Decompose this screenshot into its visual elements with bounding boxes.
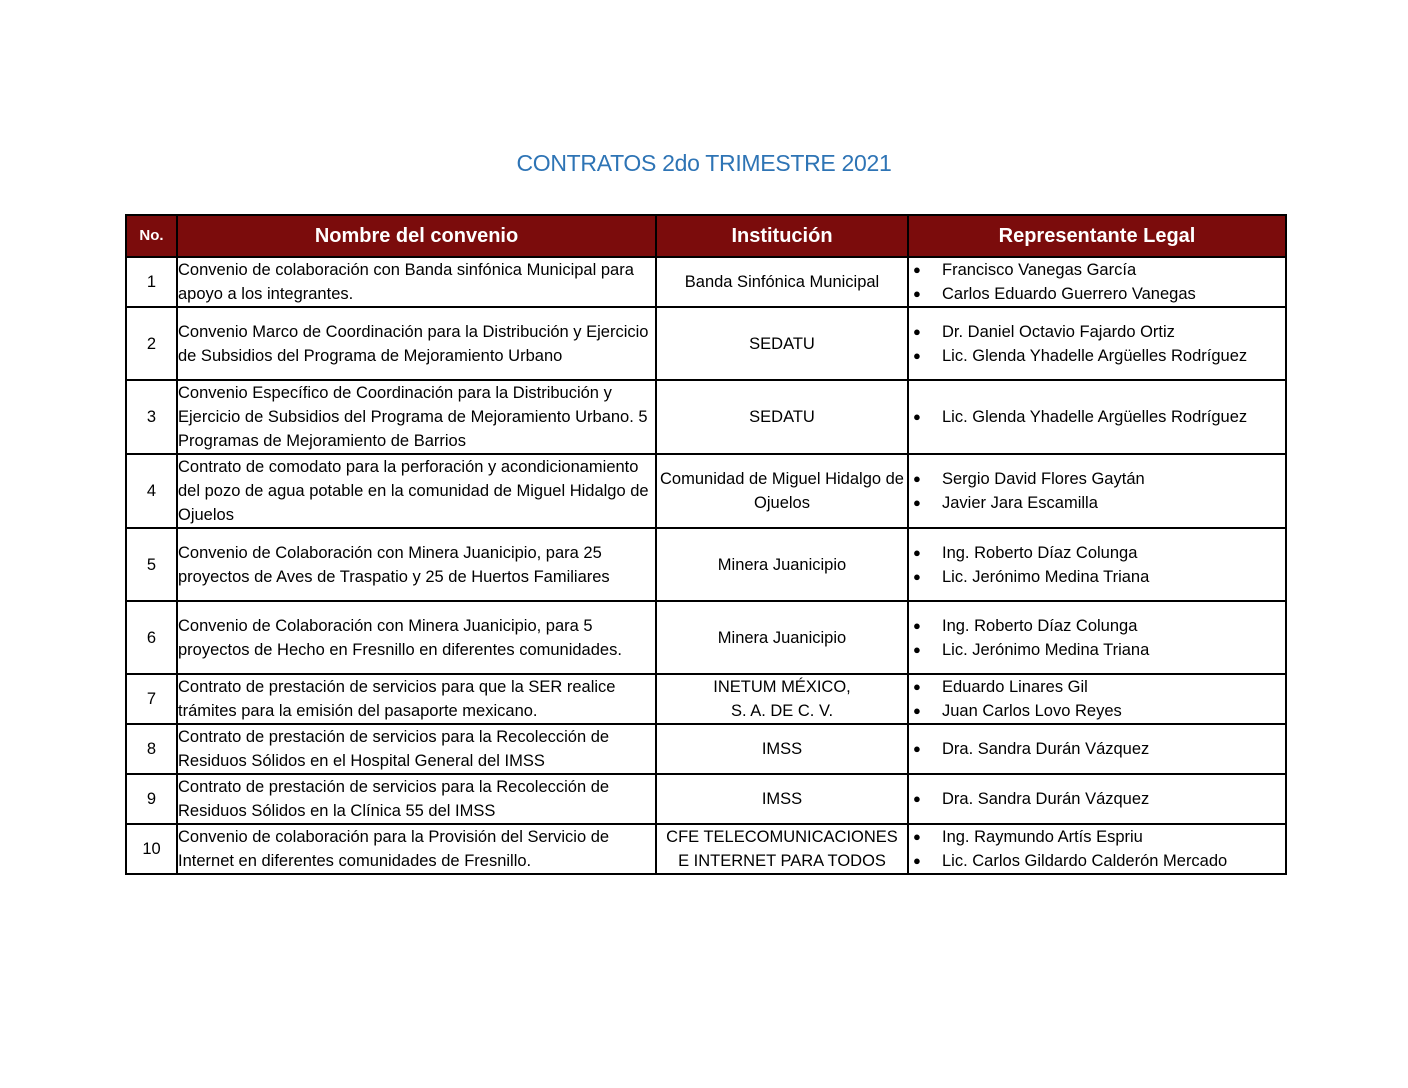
institution	[656, 824, 908, 874]
representative-item: ● Dra. Sandra Durán Vázquez	[909, 787, 1285, 811]
row-number: 10	[126, 824, 177, 874]
row-number: 8	[126, 724, 177, 774]
contracts-table	[125, 214, 1287, 875]
row-number: 2	[126, 307, 177, 380]
table-row	[126, 601, 1286, 674]
representative-item: ● Lic. Glenda Yhadelle Argüelles Rodríguez	[909, 344, 1285, 368]
representative-item: ● Eduardo Linares Gil	[909, 675, 1285, 699]
agreement-name: Convenio Marco de Coordinación para la Distribución y Ejercicio de Subsidios del Programa de Mejoramiento Urbano	[177, 307, 656, 380]
bullet-icon: ●	[913, 347, 921, 363]
institution-line: E INTERNET PARA TODOS	[678, 852, 886, 870]
table-row	[126, 824, 1286, 874]
row-number: 6	[126, 601, 177, 674]
table-row	[126, 307, 1286, 380]
representatives	[908, 601, 1286, 674]
institution: Banda Sinfónica Municipal	[656, 257, 908, 307]
row-number: 5	[126, 528, 177, 601]
representative-item: ● Dra. Sandra Durán Vázquez	[909, 737, 1285, 761]
representatives	[908, 724, 1286, 774]
representative-item: ● Sergio David Flores Gaytán	[909, 467, 1285, 491]
bullet-icon: ●	[913, 741, 921, 756]
table-header-row	[126, 215, 1286, 257]
representative-item: ● Ing. Raymundo Artís Espriu	[909, 825, 1285, 849]
bullet-icon: ●	[913, 323, 921, 339]
bullet-icon: ●	[913, 641, 921, 657]
header-representative: Representante Legal	[908, 215, 1286, 257]
bullet-icon: ●	[913, 409, 921, 424]
table-row	[126, 380, 1286, 454]
representatives	[908, 774, 1286, 824]
institution: SEDATU	[656, 380, 908, 454]
representative-item: ● Lic. Glenda Yhadelle Argüelles Rodríguez	[909, 405, 1285, 429]
institution: Minera Juanicipio	[656, 528, 908, 601]
representatives	[908, 307, 1286, 380]
representatives	[908, 528, 1286, 601]
institution: SEDATU	[656, 307, 908, 380]
bullet-icon: ●	[913, 262, 921, 277]
representative-item: ● Javier Jara Escamilla	[909, 491, 1285, 515]
bullet-icon: ●	[913, 679, 921, 694]
representative-item: ● Lic. Jerónimo Medina Triana	[909, 638, 1285, 662]
agreement-name: Contrato de prestación de servicios para la Recolección de Residuos Sólidos en la Clínica 55 del IMSS	[177, 774, 656, 824]
header-institution: Institución	[656, 215, 908, 257]
table-row	[126, 724, 1286, 774]
bullet-icon: ●	[913, 703, 921, 718]
institution: Comunidad de Miguel Hidalgo de Ojuelos	[656, 454, 908, 528]
agreement-name: Convenio de Colaboración con Minera Juanicipio, para 5 proyectos de Hecho en Fresnillo en diferentes comunidades.	[177, 601, 656, 674]
institution-line: INETUM MÉXICO,	[713, 678, 851, 696]
representative-item: ● Francisco Vanegas García	[909, 258, 1285, 282]
bullet-icon: ●	[913, 829, 921, 844]
bullet-icon: ●	[913, 544, 921, 560]
institution-line: S. A. DE C. V.	[730, 702, 834, 720]
bullet-icon: ●	[913, 495, 921, 510]
table-row	[126, 454, 1286, 528]
representative-item: ● Ing. Roberto Díaz Colunga	[909, 614, 1285, 638]
bullet-icon: ●	[913, 791, 921, 806]
row-number: 7	[126, 674, 177, 724]
agreement-name: Contrato de prestación de servicios para que la SER realice trámites para la emisión del pasaporte mexicano.	[177, 674, 656, 724]
representative-item: ● Lic. Carlos Gildardo Calderón Mercado	[909, 849, 1285, 873]
agreement-name: Convenio Específico de Coordinación para la Distribución y Ejercicio de Subsidios del Programa de Mejoramiento Urbano. 5 Programas de Mejoramiento de Barrios	[177, 380, 656, 454]
representative-item: ● Carlos Eduardo Guerrero Vanegas	[909, 282, 1285, 306]
representatives	[908, 380, 1286, 454]
representative-item: ● Dr. Daniel Octavio Fajardo Ortiz	[909, 320, 1285, 344]
representatives	[908, 454, 1286, 528]
bullet-icon: ●	[913, 471, 921, 486]
bullet-icon: ●	[913, 286, 921, 301]
representative-item: ● Ing. Roberto Díaz Colunga	[909, 541, 1285, 565]
institution: IMSS	[656, 774, 908, 824]
institution: IMSS	[656, 724, 908, 774]
row-number: 3	[126, 380, 177, 454]
agreement-name: Convenio de colaboración para la Provisión del Servicio de Internet en diferentes comunidades de Fresnillo.	[177, 824, 656, 874]
page-title: CONTRATOS 2do TRIMESTRE 2021	[516, 150, 892, 176]
bullet-icon: ●	[913, 853, 921, 868]
table-row	[126, 528, 1286, 601]
agreement-name: Convenio de colaboración con Banda sinfónica Municipal para apoyo a los integrantes.	[177, 257, 656, 307]
institution-line: CFE TELECOMUNICACIONES	[666, 828, 898, 846]
institution	[656, 674, 908, 724]
row-number: 4	[126, 454, 177, 528]
header-name: Nombre del convenio	[177, 215, 656, 257]
representative-item: ● Juan Carlos Lovo Reyes	[909, 699, 1285, 723]
representative-item: ● Lic. Jerónimo Medina Triana	[909, 565, 1285, 589]
representatives	[908, 674, 1286, 724]
agreement-name: Convenio de Colaboración con Minera Juanicipio, para 25 proyectos de Aves de Traspatio y 25 de Huertos Familiares	[177, 528, 656, 601]
header-no: No.	[126, 215, 177, 257]
table-row	[126, 674, 1286, 724]
institution: Minera Juanicipio	[656, 601, 908, 674]
representatives	[908, 257, 1286, 307]
agreement-name: Contrato de prestación de servicios para la Recolección de Residuos Sólidos en el Hospital General del IMSS	[177, 724, 656, 774]
representatives	[908, 824, 1286, 874]
table-row	[126, 257, 1286, 307]
table-row	[126, 774, 1286, 824]
row-number: 9	[126, 774, 177, 824]
bullet-icon: ●	[913, 568, 921, 584]
bullet-icon: ●	[913, 617, 921, 633]
agreement-name: Contrato de comodato para la perforación y acondicionamiento del pozo de agua potable en la comunidad de Miguel Hidalgo de Ojuelos	[177, 454, 656, 528]
row-number: 1	[126, 257, 177, 307]
